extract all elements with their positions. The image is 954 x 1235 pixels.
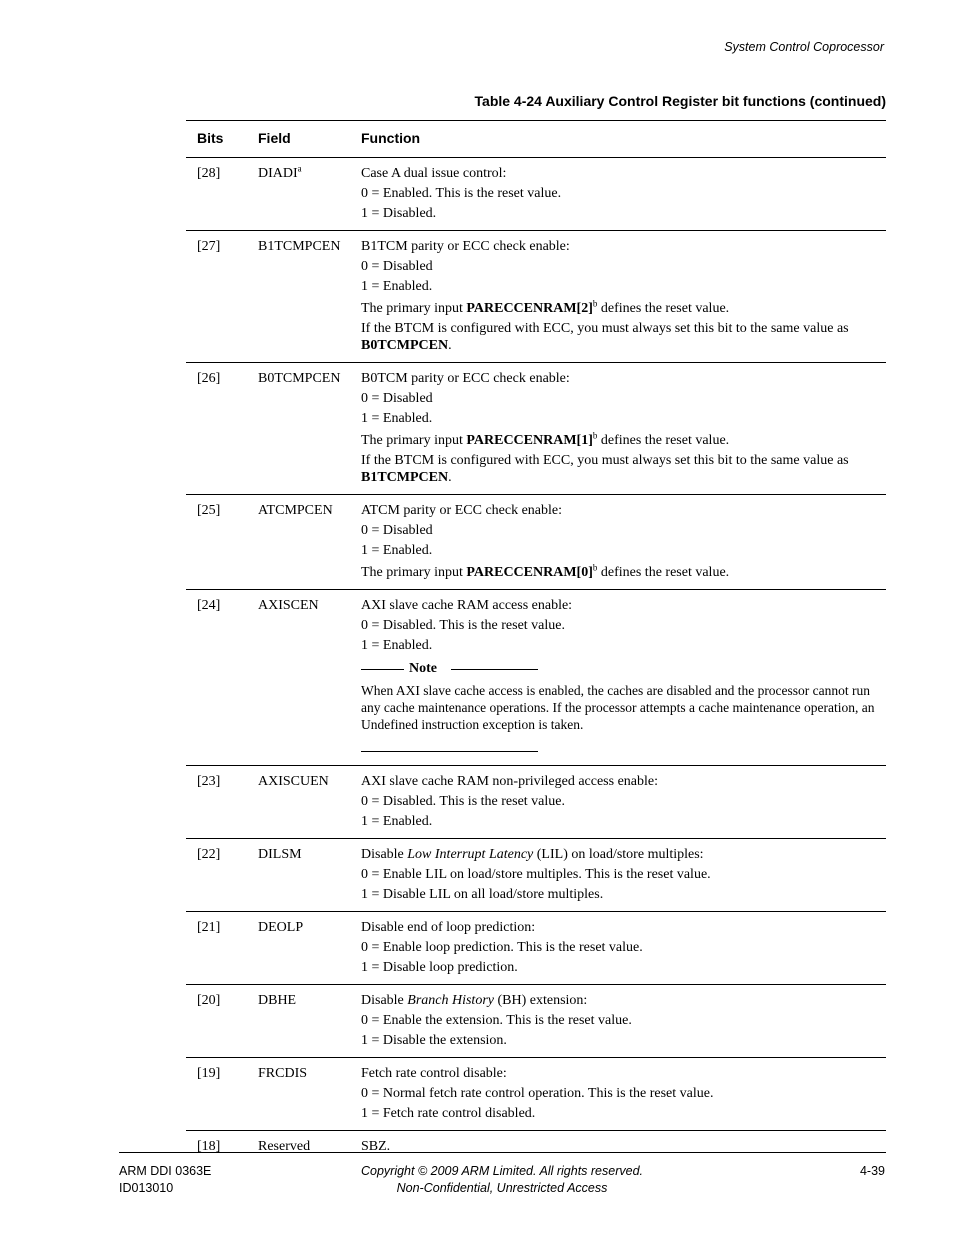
column-header-function: Function (361, 130, 421, 146)
function-line: Fetch rate control disable: (361, 1066, 507, 1081)
note-label: Note (409, 661, 437, 676)
bits-cell: [28] (197, 166, 221, 181)
text-run: . (448, 470, 452, 485)
bits-cell: [27] (197, 239, 221, 254)
table-caption: Table 4-24 Auxiliary Control Register bit functions (continued) (474, 93, 886, 109)
note-text: When AXI slave cache access is enabled, the caches are disabled and the processor cannot run any cache maintenance operations. If the processor attempts a cache maintenance operation, an Undefined instruction exception is taken. (361, 683, 875, 732)
field-cell: ATCMPCEN (258, 503, 333, 518)
bits-cell: [19] (197, 1066, 221, 1081)
column-header-field: Field (258, 130, 291, 146)
bits-cell: [20] (197, 993, 221, 1008)
function-line: SBZ. (361, 1139, 391, 1154)
function-line: Disable end of loop prediction: (361, 920, 536, 935)
emphasis-term: Low Interrupt Latency (407, 847, 534, 862)
footnote-marker: b (592, 430, 598, 441)
function-line: 1 = Enabled. (361, 279, 433, 294)
footnote-marker: a (297, 163, 302, 174)
bits-cell: [24] (197, 598, 221, 613)
text-run: The primary input (361, 565, 467, 580)
function-line: B0TCM parity or ECC check enable: (361, 371, 570, 386)
table-row (186, 766, 886, 839)
function-cell (361, 363, 886, 494)
field-cell: Reserved (258, 1139, 311, 1154)
field-cell: AXISCEN (258, 598, 319, 613)
function-line: ATCM parity or ECC check enable: (361, 503, 563, 518)
text-run: defines the reset value. (597, 433, 730, 448)
footer-rule (119, 1152, 886, 1153)
note-end-rule (361, 751, 538, 752)
note-heading (361, 660, 886, 677)
footnote-marker: b (592, 298, 598, 309)
function-line: AXI slave cache RAM access enable: (361, 598, 573, 613)
bits-cell: [21] (197, 920, 221, 935)
function-line: 1 = Enabled. (361, 814, 433, 829)
field-cell: B0TCMPCEN (258, 371, 341, 386)
table-row (186, 912, 886, 985)
function-line: 0 = Enabled. This is the reset value. (361, 186, 562, 201)
text-run: . (448, 338, 452, 353)
text-run: defines the reset value. (597, 565, 730, 580)
function-line: 1 = Enabled. (361, 543, 433, 558)
bits-cell: [25] (197, 503, 221, 518)
function-line: 0 = Disabled (361, 391, 433, 406)
function-line: 1 = Enabled. (361, 411, 433, 426)
function-cell (361, 912, 886, 984)
field-cell (258, 165, 302, 182)
confidentiality-notice: Non-Confidential, Unrestricted Access (396, 1181, 608, 1195)
function-cell (361, 158, 886, 230)
function-line: 0 = Normal fetch rate control operation. This is the reset value. (361, 1086, 714, 1101)
function-line: 0 = Disabled. This is the reset value. (361, 618, 565, 633)
reset-source-line (361, 564, 886, 581)
register-bit-table (186, 120, 886, 1171)
signal-name: PARECCENRAM[0] (466, 565, 593, 580)
running-title: System Control Coprocessor (724, 40, 884, 54)
function-line: 1 = Disable loop prediction. (361, 960, 518, 975)
function-line: 1 = Fetch rate control disabled. (361, 1106, 536, 1121)
function-cell (361, 590, 886, 765)
function-intro-line (361, 846, 886, 863)
reset-source-line (361, 432, 886, 449)
footer-legal (302, 1163, 702, 1197)
field-name: DIADI (258, 166, 298, 181)
table-row (186, 590, 886, 766)
text-run: The primary input (361, 433, 467, 448)
function-line: 1 = Disabled. (361, 206, 437, 221)
function-line: 0 = Disabled. This is the reset value. (361, 794, 565, 809)
function-line: 1 = Disable the extension. (361, 1033, 507, 1048)
table-row (186, 839, 886, 912)
field-cell: FRCDIS (258, 1066, 308, 1081)
bits-cell: [23] (197, 774, 221, 789)
text-run: Disable (361, 993, 408, 1008)
table-row (186, 231, 886, 363)
signal-name: B0TCMPCEN (361, 338, 449, 353)
function-cell (361, 495, 886, 589)
note-rule-left (361, 669, 404, 670)
function-line: AXI slave cache RAM non-privileged access enable: (361, 774, 658, 789)
text-run: If the BTCM is configured with ECC, you must always set this bit to the same value as (361, 453, 849, 468)
function-line: Case A dual issue control: (361, 166, 507, 181)
bits-cell: [18] (197, 1139, 221, 1154)
signal-name: B1TCMPCEN (361, 470, 449, 485)
table-row (186, 495, 886, 590)
field-cell: AXISCUEN (258, 774, 329, 789)
function-cell (361, 839, 886, 911)
field-cell: DBHE (258, 993, 297, 1008)
footer-doc-info (119, 1163, 211, 1197)
bits-cell: [22] (197, 847, 221, 862)
field-cell: DILSM (258, 847, 302, 862)
text-run: The primary input (361, 301, 467, 316)
function-cell (361, 766, 886, 838)
document-id: ARM DDI 0363E (119, 1164, 212, 1178)
function-line: 1 = Enabled. (361, 638, 433, 653)
note-rule-right (451, 669, 538, 670)
reset-source-line (361, 300, 886, 317)
text-run: Disable (361, 847, 408, 862)
table-row (186, 363, 886, 495)
column-header-bits: Bits (197, 130, 224, 146)
signal-name: PARECCENRAM[2] (466, 301, 593, 316)
page-number: 4-39 (859, 1164, 885, 1178)
bits-cell: [26] (197, 371, 221, 386)
field-cell: DEOLP (258, 920, 304, 935)
function-line: 0 = Enable LIL on load/store multiples. This is the reset value. (361, 867, 711, 882)
function-intro-line (361, 992, 886, 1009)
ecc-note-line (361, 452, 886, 486)
text-run: defines the reset value. (597, 301, 730, 316)
function-line: 0 = Disabled (361, 523, 433, 538)
field-cell: B1TCMPCEN (258, 239, 341, 254)
function-line: B1TCM parity or ECC check enable: (361, 239, 570, 254)
ecc-note-line (361, 320, 886, 354)
table-row (186, 985, 886, 1058)
release-id: ID013010 (119, 1181, 174, 1195)
copyright-notice: Copyright © 2009 ARM Limited. All rights reserved. (360, 1164, 643, 1178)
table-header-row (186, 120, 886, 158)
signal-name: PARECCENRAM[1] (466, 433, 593, 448)
function-cell (361, 231, 886, 362)
function-line: 0 = Enable loop prediction. This is the reset value. (361, 940, 643, 955)
table-row (186, 1058, 886, 1131)
function-cell (361, 985, 886, 1057)
function-line: 1 = Disable LIL on all load/store multiples. (361, 887, 604, 902)
text-run: (BH) extension: (493, 993, 588, 1008)
footnote-marker: b (592, 562, 598, 573)
function-cell (361, 1131, 886, 1163)
text-run: (LIL) on load/store multiples: (533, 847, 704, 862)
function-cell (361, 1058, 886, 1130)
function-line: 0 = Enable the extension. This is the reset value. (361, 1013, 632, 1028)
function-line: 0 = Disabled (361, 259, 433, 274)
emphasis-term: Branch History (407, 993, 494, 1008)
text-run: If the BTCM is configured with ECC, you must always set this bit to the same value as (361, 321, 849, 336)
table-row (186, 158, 886, 231)
